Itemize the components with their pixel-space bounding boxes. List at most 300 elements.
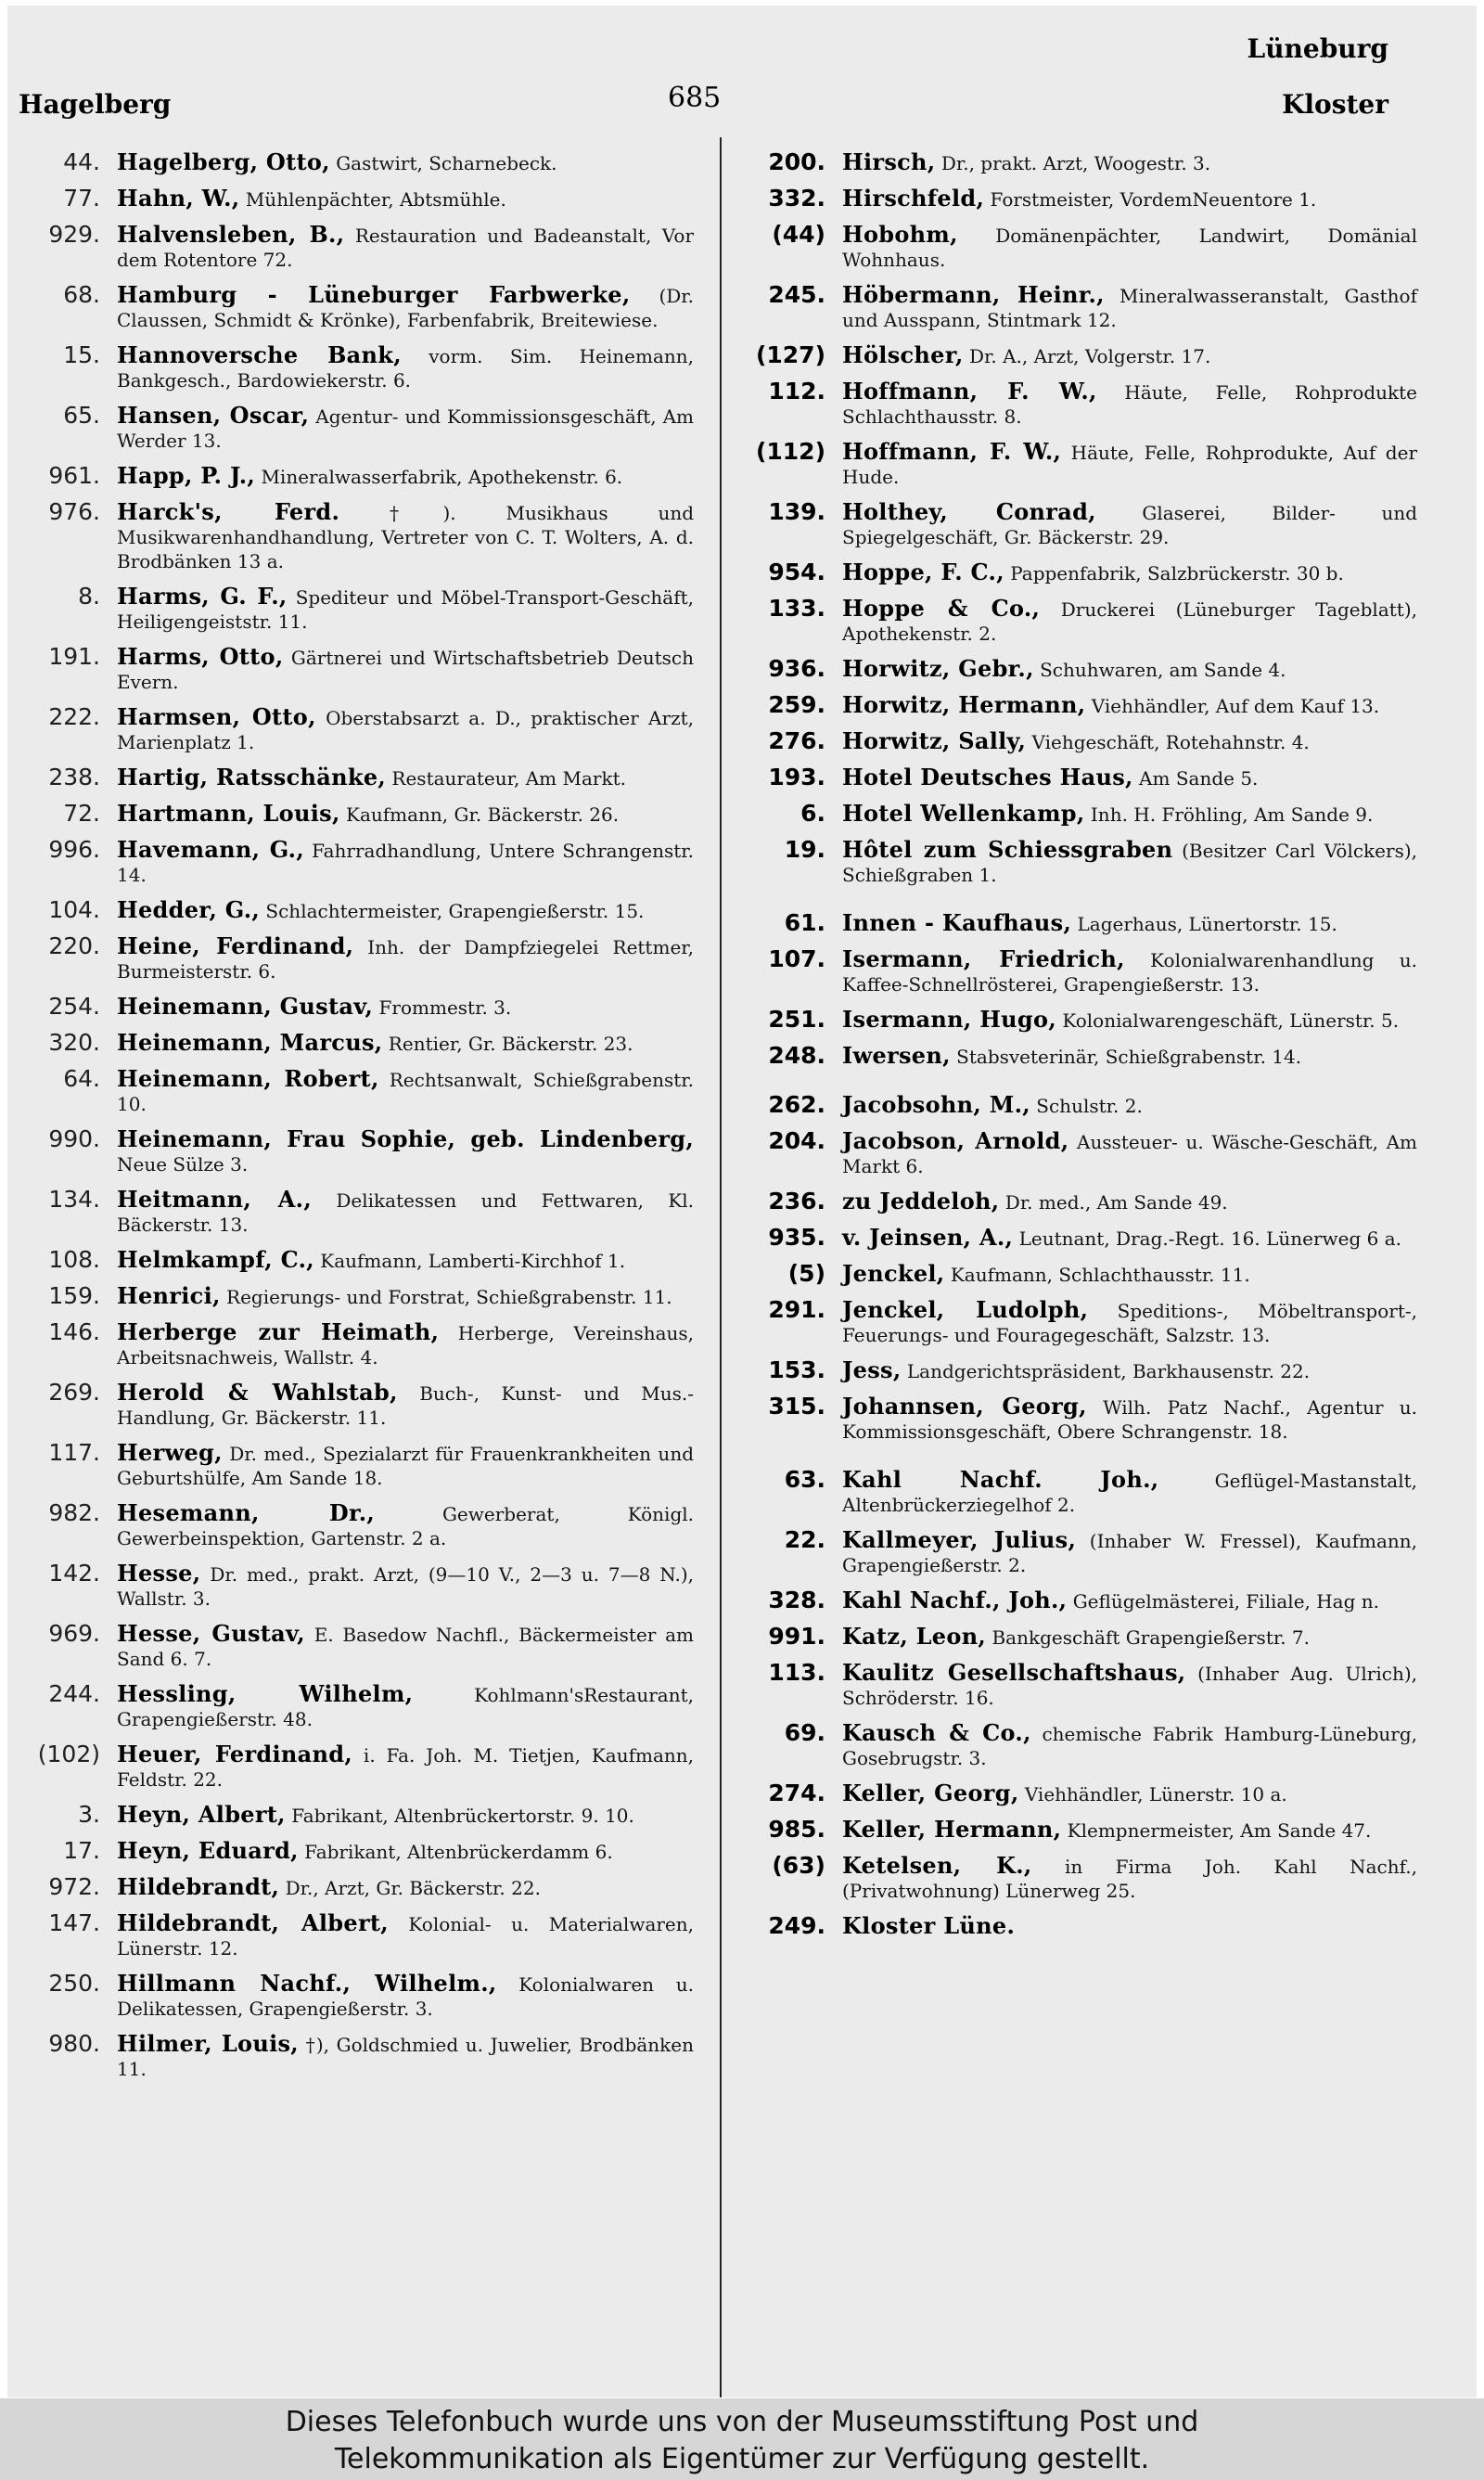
entry-text <box>842 500 1417 549</box>
entry-text <box>117 343 694 392</box>
phone-number: 77. <box>63 185 100 212</box>
directory-entry <box>731 1008 1417 1033</box>
subscriber-name: Hansen, Oscar, <box>117 402 310 429</box>
subscriber-details: E. Basedow Nachfl., Bäckermeister am Sand 6. 7. <box>117 1624 694 1670</box>
subscriber-name: Hilmer, Louis, <box>117 2030 299 2057</box>
phone-number: 251. <box>768 1006 825 1033</box>
subscriber-details: Dr. med., Am Sande 49. <box>1004 1191 1228 1214</box>
subscriber-details: Fabrikant, Altenbrückertorstr. 9. 10. <box>291 1805 634 1827</box>
directory-entry <box>17 1622 694 1671</box>
subscriber-details: Oberstabsarzt a. D., praktischer Arzt, Marienplatz 1. <box>117 707 694 753</box>
entry-text <box>117 838 694 887</box>
phone-number: 8. <box>78 583 100 610</box>
subscriber-details: Delikatessen und Fettwaren, Kl. Bäckerstr. 13. <box>117 1189 695 1236</box>
subscriber-name: Kaulitz Gesellschaftshaus, <box>842 1659 1186 1686</box>
phone-number: (5) <box>787 1260 825 1287</box>
subscriber-details: Rentier, Gr. Bäckerstr. 23. <box>388 1033 633 1055</box>
subscriber-name: Halvensleben, B., <box>117 221 345 248</box>
phone-number: (112) <box>755 438 825 465</box>
subscriber-details: Häute, Felle, Rohprodukte Schlachthausstr. 8. <box>842 381 1418 428</box>
subscriber-name: Johannsen, Georg, <box>842 1393 1087 1420</box>
subscriber-details: Frommestr. 3. <box>378 996 512 1019</box>
subscriber-details: i. Fa. Joh. M. Tietjen, Kaufmann, Feldstr. 22. <box>117 1744 695 1791</box>
entry-text <box>117 1839 694 1864</box>
directory-entry <box>731 1358 1417 1383</box>
subscriber-name: Herberge zur Heimath, <box>117 1318 440 1345</box>
subscriber-name: Hedder, G., <box>117 896 261 923</box>
subscriber-name: Jacobson, Arnold, <box>842 1127 1069 1154</box>
entry-text <box>117 1561 694 1611</box>
entry-text <box>842 560 1417 585</box>
directory-entry <box>17 898 694 923</box>
directory-entry <box>731 911 1417 936</box>
directory-entry <box>731 1129 1417 1178</box>
subscriber-name: Kallmeyer, Julius, <box>842 1526 1077 1553</box>
phone-number: 929. <box>48 221 100 248</box>
phone-number: 220. <box>48 932 100 959</box>
subscriber-name: Havemann, G., <box>117 836 304 863</box>
subscriber-details: Lagerhaus, Lünertorstr. 15. <box>1077 913 1337 935</box>
subscriber-details: Kolonialwarengeschäft, Lünerstr. 5. <box>1062 1009 1400 1032</box>
entry-text <box>117 500 694 573</box>
subscriber-name: Katz, Leon, <box>842 1623 987 1650</box>
directory-entry <box>731 1781 1417 1806</box>
phone-number: 236. <box>768 1188 825 1214</box>
subscriber-name: Horwitz, Gebr., <box>842 655 1034 682</box>
subscriber-details: Buch-, Kunst- und Mus.-Handlung, Gr. Bäckerstr. 11. <box>117 1382 694 1429</box>
entry-text <box>117 765 694 790</box>
phone-number: 269. <box>48 1379 100 1406</box>
phone-number: 328. <box>768 1587 825 1613</box>
phone-number: 259. <box>768 691 825 718</box>
entry-text <box>117 1875 694 1900</box>
phone-number: 204. <box>768 1127 825 1154</box>
subscriber-details: Aussteuer- u. Wäsche-Geschäft, Am Markt 6. <box>842 1131 1417 1177</box>
subscriber-name: Isermann, Friedrich, <box>842 945 1125 972</box>
entry-text <box>842 1358 1417 1383</box>
entry-text <box>842 693 1417 718</box>
entry-text <box>117 404 694 453</box>
subscriber-details: Inh. H. Fröhling, Am Sande 9. <box>1090 803 1374 826</box>
subscriber-name: Hölscher, <box>842 341 964 368</box>
directory-entry <box>731 1854 1417 1903</box>
entry-text <box>117 802 694 827</box>
subscriber-details: †), Goldschmied u. Juwelier, Brodbänken 11. <box>117 2034 695 2080</box>
entry-text <box>842 1189 1417 1214</box>
phone-number: 274. <box>768 1780 825 1806</box>
directory-entry <box>17 934 694 983</box>
phone-number: 69. <box>784 1719 825 1746</box>
phone-number: 68. <box>63 281 100 308</box>
subscriber-name: Jenckel, <box>842 1260 945 1287</box>
directory-entry <box>17 1067 694 1116</box>
subscriber-name: Jenckel, Ludolph, <box>842 1296 1089 1323</box>
entry-text <box>842 223 1417 272</box>
subscriber-details: Forstmeister, VordemNeuentore 1. <box>990 188 1317 211</box>
phone-number: 249. <box>768 1912 825 1939</box>
phone-number: 134. <box>48 1186 100 1213</box>
entry-text <box>842 838 1417 887</box>
subscriber-details: Dr. med., prakt. Arzt, (9—10 V., 2—3 u. 7—8 N.), Wallstr. 3. <box>117 1563 695 1610</box>
subscriber-name: Harms, G. F., <box>117 583 288 610</box>
phone-number: 44. <box>63 148 100 175</box>
subscriber-details: Kaufmann, Lamberti-Kirchhof 1. <box>320 1250 626 1272</box>
directory-entry <box>17 1972 694 2021</box>
subscriber-name: Hotel Deutsches Haus, <box>842 764 1133 790</box>
subscriber-details: Kohlmann'sRestaurant, Grapengießerstr. 48. <box>117 1684 694 1730</box>
phone-number: 991. <box>768 1623 825 1650</box>
subscriber-details: Viehhändler, Lünerstr. 10 a. <box>1024 1783 1287 1805</box>
phone-number: 191. <box>48 643 100 670</box>
phone-number: 61. <box>784 909 825 936</box>
subscriber-name: Hesemann, Dr., <box>117 1499 376 1526</box>
entry-text <box>842 911 1417 936</box>
phone-number: 159. <box>48 1282 100 1309</box>
phone-number: 108. <box>48 1246 100 1273</box>
subscriber-details: Geflügelmästerei, Filiale, Hag n. <box>1072 1590 1380 1613</box>
phone-number: 262. <box>768 1091 825 1118</box>
directory-entry <box>731 947 1417 996</box>
directory-entry <box>17 150 694 175</box>
phone-number: (102) <box>37 1741 100 1767</box>
subscriber-details: Am Sande 5. <box>1139 767 1259 790</box>
directory-entry <box>731 1189 1417 1214</box>
subscriber-details: Schulstr. 2. <box>1036 1095 1143 1117</box>
subscriber-details: Dr., Arzt, Gr. Bäckerstr. 22. <box>285 1877 541 1899</box>
directory-entry <box>17 464 694 489</box>
directory-entry <box>17 1127 694 1176</box>
phone-number: 17. <box>63 1837 100 1864</box>
subscriber-details: Viehhändler, Auf dem Kauf 13. <box>1091 695 1380 717</box>
subscriber-details: Agentur- und Kommissionsgeschäft, Am Werder 13. <box>117 405 694 452</box>
subscriber-details: Fabrikant, Altenbrückerdamm 6. <box>304 1841 613 1863</box>
subscriber-details: Regierungs- und Forstrat, Schießgrabenstr. 11. <box>226 1286 672 1308</box>
phone-number: 153. <box>768 1356 825 1383</box>
directory-entry <box>731 765 1417 790</box>
subscriber-name: Harck's, Ferd. <box>117 498 340 525</box>
subscriber-name: Kahl Nachf. Joh., <box>842 1466 1159 1493</box>
directory-entry <box>731 1818 1417 1843</box>
subscriber-name: Hesse, Gustav, <box>117 1620 305 1647</box>
entry-text <box>842 802 1417 827</box>
subscriber-name: Keller, Georg, <box>842 1780 1019 1806</box>
directory-entry <box>731 1262 1417 1287</box>
phone-number: 142. <box>48 1560 100 1587</box>
phone-number: 147. <box>48 1909 100 1936</box>
subscriber-name: Helmkampf, C., <box>117 1246 314 1273</box>
phone-number: 104. <box>48 896 100 923</box>
subscriber-name: Ketelsen, K., <box>842 1852 1032 1879</box>
subscriber-name: Hannoversche Bank, <box>117 341 402 368</box>
entry-text <box>117 1803 694 1828</box>
subscriber-name: Holthey, Conrad, <box>842 498 1096 525</box>
phone-number: 139. <box>768 498 825 525</box>
directory-entry <box>17 1284 694 1309</box>
entry-text <box>117 995 694 1020</box>
subscriber-name: Heyn, Albert, <box>117 1801 286 1828</box>
entry-text <box>117 585 694 634</box>
phone-number: 112. <box>768 378 825 405</box>
entry-text <box>117 186 694 212</box>
phone-number: 3. <box>78 1801 100 1828</box>
subscriber-details: Landgerichtspräsident, Barkhausenstr. 22. <box>906 1360 1311 1382</box>
phone-number: 935. <box>768 1224 825 1251</box>
subscriber-details: Inh. der Dampfziegelei Rettmer, Burmeisterstr. 6. <box>117 936 694 983</box>
entry-text <box>117 1501 694 1550</box>
entry-text <box>117 1381 694 1430</box>
directory-entry <box>17 1742 694 1792</box>
subscriber-name: Hahn, W., <box>117 185 240 212</box>
phone-number: 332. <box>768 185 825 212</box>
directory-entry <box>731 1914 1417 1939</box>
entry-text <box>117 1972 694 2021</box>
subscriber-name: Hildebrandt, Albert, <box>117 1909 389 1936</box>
directory-entry <box>17 343 694 392</box>
phone-number: 961. <box>48 462 100 489</box>
directory-entry <box>17 1803 694 1828</box>
subscriber-name: Isermann, Hugo, <box>842 1006 1056 1033</box>
subscriber-details: Restaurateur, Am Markt. <box>391 767 626 790</box>
footer-line-2: Telekommunikation als Eigentümer zur Verfügung gestellt. <box>334 2443 1150 2475</box>
phone-number: 276. <box>768 727 825 754</box>
subscriber-name: Heine, Ferdinand, <box>117 932 354 959</box>
entry-text <box>117 1031 694 1056</box>
subscriber-details: Kolonialwarenhandlung u. Kaffee-Schnellrösterei, Grapengießerstr. 13. <box>842 949 1417 996</box>
directory-entry <box>731 440 1417 489</box>
directory-entry <box>17 1381 694 1430</box>
directory-entry <box>17 838 694 887</box>
entry-text <box>117 150 694 175</box>
subscriber-details: Speditions-, Möbeltransport-, Feuerungs- und Fouragegeschäft, Salzstr. 13. <box>842 1300 1417 1346</box>
phone-number: (127) <box>755 341 825 368</box>
subscriber-details: Dr., prakt. Arzt, Woogestr. 3. <box>940 152 1211 174</box>
entry-text <box>117 2032 694 2081</box>
subscriber-name: Hotel Wellenkamp, <box>842 800 1085 827</box>
subscriber-name: Henrici, <box>117 1282 221 1309</box>
subscriber-details: (Inhaber W. Fressel), Kaufmann, Grapengießerstr. 2. <box>842 1530 1417 1576</box>
subscriber-name: Harms, Otto, <box>117 643 284 670</box>
subscriber-name: Hoffmann, F. W., <box>842 438 1062 465</box>
subscriber-name: Hesse, <box>117 1560 201 1587</box>
directory-entry <box>17 645 694 694</box>
entry-text <box>842 1468 1417 1517</box>
directory-entry <box>731 838 1417 887</box>
phone-number: 248. <box>768 1042 825 1069</box>
phone-number: 936. <box>768 655 825 682</box>
phone-number: 222. <box>48 703 100 730</box>
subscriber-details: Geflügel-Mastanstalt, Altenbrückerziegelhof 2. <box>842 1470 1418 1516</box>
entry-text <box>117 283 694 332</box>
entry-text <box>842 1625 1417 1650</box>
directory-page <box>7 6 1477 2397</box>
entry-text <box>842 1008 1417 1033</box>
directory-entry <box>17 283 694 332</box>
directory-entry <box>17 223 694 272</box>
subscriber-name: Höbermann, Heinr., <box>842 281 1105 308</box>
entry-text <box>842 440 1417 489</box>
directory-entry <box>17 1839 694 1864</box>
subscriber-name: Harmsen, Otto, <box>117 703 316 730</box>
subscriber-name: Horwitz, Sally, <box>842 727 1027 754</box>
phone-number: 244. <box>48 1680 100 1707</box>
subscriber-name: Happ, P. J., <box>117 462 256 489</box>
phone-number: 22. <box>784 1526 825 1553</box>
entry-text <box>117 1320 694 1369</box>
phone-number: 980. <box>48 2030 100 2057</box>
entry-text <box>842 186 1417 212</box>
subscriber-details: Glaserei, Bilder- und Spiegelgeschäft, Gr. Bäckerstr. 29. <box>842 502 1418 548</box>
entry-text <box>117 705 694 754</box>
subscriber-name: Hoffmann, F. W., <box>842 378 1097 405</box>
phone-number: 133. <box>768 595 825 622</box>
subscriber-name: Hoppe & Co., <box>842 595 1041 622</box>
entry-text <box>117 1441 694 1490</box>
subscriber-details: Wilh. Patz Nachf., Agentur u. Kommissionsgeschäft, Obere Schrangenstr. 18. <box>842 1396 1418 1443</box>
directory-entry <box>731 1528 1417 1577</box>
entry-text <box>842 1226 1417 1251</box>
directory-entry <box>17 1875 694 1900</box>
entry-text <box>842 1394 1417 1444</box>
directory-entry <box>731 1588 1417 1613</box>
entry-text <box>117 934 694 983</box>
phone-number: 969. <box>48 1620 100 1647</box>
entry-text <box>842 1721 1417 1770</box>
subscriber-details: Leutnant, Drag.-Regt. 16. Lünerweg 6 a. <box>1018 1227 1402 1250</box>
right-column <box>731 150 1417 1950</box>
directory-entry <box>17 1248 694 1273</box>
directory-entry <box>17 1188 694 1237</box>
running-head-right: Kloster <box>1282 89 1388 120</box>
entry-text <box>117 1622 694 1671</box>
subscriber-name: Heitmann, A., <box>117 1186 312 1213</box>
directory-entry <box>731 597 1417 646</box>
directory-entry <box>17 1501 694 1550</box>
directory-entry <box>731 1226 1417 1251</box>
phone-number: 117. <box>48 1439 100 1466</box>
phone-number: 982. <box>48 1499 100 1526</box>
subscriber-name: Kloster Lüne. <box>842 1912 1016 1939</box>
subscriber-name: Kahl Nachf., Joh., <box>842 1587 1068 1613</box>
subscriber-name: Horwitz, Hermann, <box>842 691 1086 718</box>
phone-number: 315. <box>768 1393 825 1420</box>
subscriber-name: Heinemann, Frau Sophie, geb. Lindenberg, <box>117 1125 694 1152</box>
subscriber-details: Gärtnerei und Wirtschaftsbetrieb Deutsch Evern. <box>117 647 695 693</box>
subscriber-name: zu Jeddeloh, <box>842 1188 1000 1214</box>
directory-entry <box>731 223 1417 272</box>
phone-number: 6. <box>800 800 825 827</box>
entry-text <box>117 1248 694 1273</box>
subscriber-details: Mineralwasseranstalt, Gasthof und Ausspann, Stintmark 12. <box>842 285 1417 331</box>
subscriber-name: Hoppe, F. C., <box>842 559 1004 585</box>
directory-entry <box>731 500 1417 549</box>
entry-text <box>117 645 694 694</box>
subscriber-details: Fahrradhandlung, Untere Schrangenstr. 14. <box>117 840 694 886</box>
directory-entry <box>17 500 694 573</box>
subscriber-details: †). Musikhaus und Musikwarenhandhandlung, Vertreter von C. T. Wolters, A. d. Brodbänken 13 a. <box>117 502 695 572</box>
directory-entry <box>17 1320 694 1369</box>
subscriber-name: Herold & Wahlstab, <box>117 1379 398 1406</box>
phone-number: 64. <box>63 1065 100 1092</box>
phone-number: 291. <box>768 1296 825 1323</box>
subscriber-details: Herberge, Vereinshaus, Arbeitsnachweis, Wallstr. 4. <box>117 1322 695 1368</box>
subscriber-name: Hobohm, <box>842 221 958 248</box>
subscriber-name: Heinemann, Marcus, <box>117 1029 383 1056</box>
subscriber-name: Innen - Kaufhaus, <box>842 909 1072 936</box>
entry-text <box>842 1262 1417 1287</box>
subscriber-details: (Dr. Claussen, Schmidt & Krönke), Farbenfabrik, Breitewiese. <box>117 285 695 331</box>
phone-number: 200. <box>768 148 825 175</box>
subscriber-details: Viehgeschäft, Rotehahnstr. 4. <box>1031 731 1310 753</box>
directory-entry <box>17 1031 694 1056</box>
subscriber-name: Hirschfeld, <box>842 185 985 212</box>
entry-text <box>842 150 1417 175</box>
subscriber-details: Spediteur und Möbel-Transport-Geschäft, Heiligengeiststr. 11. <box>117 586 695 633</box>
phone-number: 72. <box>63 800 100 827</box>
phone-number: 238. <box>48 764 100 790</box>
subscriber-name: Jacobsohn, M., <box>842 1091 1030 1118</box>
directory-entry <box>17 186 694 212</box>
entry-text <box>842 1528 1417 1577</box>
entry-text <box>117 1188 694 1237</box>
subscriber-details: Druckerei (Lüneburger Tageblatt), Apothekenstr. 2. <box>842 598 1417 645</box>
subscriber-details: in Firma Joh. Kahl Nachf., (Privatwohnung) Lünerweg 25. <box>842 1856 1417 1902</box>
footer-line-1: Dieses Telefonbuch wurde uns von der Museumsstiftung Post und <box>285 2406 1199 2438</box>
phone-number: 65. <box>63 402 100 429</box>
phone-number: 996. <box>48 836 100 863</box>
phone-number: 63. <box>784 1466 825 1493</box>
directory-entry <box>731 1721 1417 1770</box>
subscriber-details: Mineralwasserfabrik, Apothekenstr. 6. <box>261 466 623 488</box>
subscriber-details: Kolonial- u. Materialwaren, Lünerstr. 12. <box>117 1913 694 1960</box>
entry-text <box>842 597 1417 646</box>
entry-text <box>117 1742 694 1792</box>
phone-number: 15. <box>63 341 100 368</box>
phone-number: 107. <box>768 945 825 972</box>
subscriber-details: Mühlenpächter, Abtsmühle. <box>245 188 506 211</box>
subscriber-details: Bankgeschäft Grapengießerstr. 7. <box>991 1626 1311 1649</box>
directory-entry <box>731 150 1417 175</box>
running-head-city: Lüneburg <box>1247 33 1388 64</box>
directory-entry <box>731 379 1417 429</box>
page-number: 685 <box>668 82 722 114</box>
directory-entry <box>17 765 694 790</box>
directory-entry <box>731 1394 1417 1444</box>
entry-text <box>842 1044 1417 1069</box>
entry-text <box>842 1588 1417 1613</box>
subscriber-details: Restauration und Badeanstalt, Vor dem Rotentore 72. <box>117 225 695 271</box>
subscriber-name: Heuer, Ferdinand, <box>117 1741 353 1767</box>
entry-text <box>842 1661 1417 1710</box>
entry-text <box>842 283 1417 332</box>
entry-text <box>842 657 1417 682</box>
subscriber-name: Kausch & Co., <box>842 1719 1031 1746</box>
phone-number: 245. <box>768 281 825 308</box>
phone-number: 990. <box>48 1125 100 1152</box>
subscriber-details: Kaufmann, Gr. Bäckerstr. 26. <box>346 803 620 826</box>
subscriber-details: Neue Sülze 3. <box>117 1153 249 1176</box>
subscriber-name: Hessling, Wilhelm, <box>117 1680 414 1707</box>
directory-entry <box>731 729 1417 754</box>
entry-text <box>842 379 1417 429</box>
entry-text <box>842 1129 1417 1178</box>
subscriber-name: Hôtel zum Schiessgraben <box>842 836 1173 863</box>
directory-entry <box>731 1625 1417 1650</box>
subscriber-name: Heinemann, Robert, <box>117 1065 379 1092</box>
directory-entry <box>731 186 1417 212</box>
entry-text <box>842 947 1417 996</box>
phone-number: 193. <box>768 764 825 790</box>
entry-text <box>117 1127 694 1176</box>
